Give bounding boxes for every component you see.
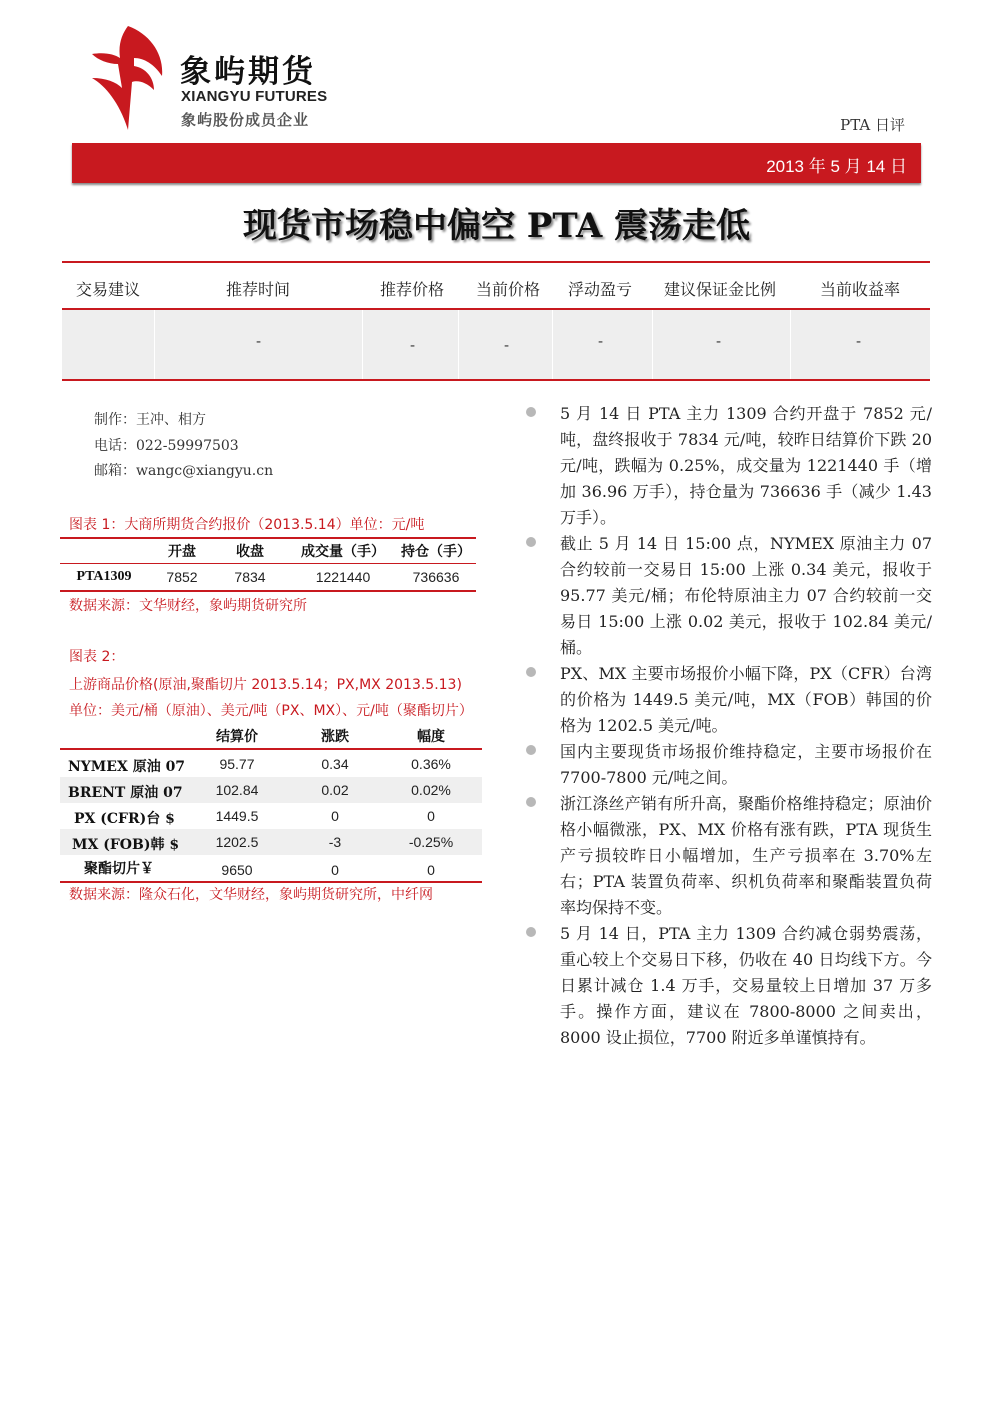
- table-cell: 7834: [234, 569, 266, 585]
- table-cell: -: [410, 336, 416, 354]
- header-cell: 交易建议: [76, 280, 141, 299]
- table-rule: [60, 881, 482, 883]
- table-cell: 0: [331, 862, 339, 878]
- page-title: 现货市场稳中偏空 PTA 震荡走低: [242, 206, 751, 246]
- table-cell: 102.84: [215, 782, 259, 798]
- bullet-text: 5 月 14 日 PTA 主力 1309 合约开盘于 7852 元/吨，盘终报收于 7834 元/吨，较昨日结算价下跌 20 元/吨，跌幅为 0.25%，成交量为 1221440 手（增加 36.96 万手），持仓量为 736636 手（减少 1.43 万手）。: [560, 404, 932, 527]
- table-cell: 0.02: [321, 782, 349, 798]
- table-row: [60, 829, 482, 855]
- bullet-text: 截止 5 月 14 日 15:00 点，NYMEX 原油主力 07 合约较前一交易日 15:00 上涨 0.34 美元，报收于 95.77 美元/桶；布伦特原油主力 07 合约较前一交易日 15:00 上涨 0.02 美元，报收于 102.84 美元/桶。: [560, 534, 932, 657]
- table2-caption-line2: 单位：美元/桶（原油）、美元/吨（PX、MX）、元/吨（聚酯切片）: [69, 703, 473, 719]
- report-type: PTA 日评: [840, 116, 905, 134]
- table-row: [60, 803, 482, 829]
- row-label: BRENT 原油 07: [68, 785, 183, 801]
- column-divider: [154, 310, 155, 379]
- table-cell: -: [856, 332, 862, 350]
- table-cell: -0.25%: [408, 834, 454, 850]
- table-rule: [60, 563, 476, 564]
- header-cell: 当前收益率: [820, 280, 901, 299]
- table-cell: 1449.5: [215, 808, 259, 824]
- header-cell: 浮动盈亏: [568, 280, 633, 299]
- header-cell: 幅度: [417, 729, 445, 745]
- table-cell: 9650: [221, 862, 253, 878]
- author-maker: 制作：王冲、相方: [94, 412, 206, 428]
- table-rule: [60, 748, 482, 750]
- row-label: PTA1309: [76, 569, 132, 584]
- table-cell: -: [598, 332, 604, 350]
- header-cell: 推荐时间: [226, 280, 291, 299]
- report-date: 2013 年 5 月 14 日: [766, 157, 907, 176]
- bullet-text: 5 月 14 日，PTA 主力 1309 合约减仓弱势震荡，重心较上个交易日下移，仍收在 40 日均线下方。今日累计减仓 1.4 万手，交易量较上日增加 37 万多手。操作方面，建议在 7800-8000 之间卖出，8000 设止损位，7700 附近多单谨慎持有。: [560, 924, 932, 1047]
- table2-caption-label: 图表 2：: [69, 649, 125, 665]
- table-cell: 0: [427, 808, 435, 824]
- table-row: [62, 310, 930, 379]
- table1-caption: 图表 1：大商所期货合约报价（2013.5.14）单位：元/吨: [69, 517, 425, 533]
- column-divider: [552, 310, 553, 379]
- table-rule: [62, 379, 930, 381]
- bullet-text: 国内主要现货市场报价维持稳定，主要市场报价在 7700-7800 元/吨之间。: [560, 742, 932, 787]
- column-divider: [652, 310, 653, 379]
- bullet-text: 浙江涤丝产销有所升高，聚酯价格维持稳定；原油价格小幅微涨，PX、MX 价格有涨有跌，PTA 现货生产亏损较昨日小幅增加，生产亏损率在 3.70%左右；PTA 装置负荷率、织机负荷率和聚酯装置负荷率均保持不变。: [560, 794, 932, 917]
- bullet-icon: [526, 797, 536, 807]
- author-email: 邮箱：wangc@xiangyu.cn: [94, 463, 274, 479]
- row-label: PX (CFR)台 $: [74, 811, 175, 827]
- company-logo-icon: [88, 24, 168, 132]
- table-cell: 0: [331, 808, 339, 824]
- row-label: 聚酯切片￥: [84, 861, 154, 877]
- header-cell: 建议保证金比例: [664, 280, 777, 299]
- column-divider: [362, 310, 363, 379]
- row-label: NYMEX 原油 07: [68, 759, 186, 775]
- header-cell: 当前价格: [476, 280, 541, 299]
- bullet-icon: [526, 537, 536, 547]
- table-cell: 1221440: [315, 569, 371, 585]
- table-cell: -: [504, 336, 510, 354]
- brand-subtitle: 象屿股份成员企业: [181, 111, 310, 129]
- bullet-icon: [526, 407, 536, 417]
- brand-name-en: XIANGYU FUTURES: [181, 88, 328, 105]
- header-cell: 开盘: [168, 544, 196, 560]
- bullet-icon: [526, 927, 536, 937]
- table-cell: -: [256, 332, 262, 350]
- header-cell: 持仓（手）: [401, 544, 471, 560]
- table2-caption-line1: 上游商品价格(原油,聚酯切片 2013.5.14；PX,MX 2013.5.13): [69, 677, 462, 693]
- bullet-text: PX、MX 主要市场报价小幅下降，PX（CFR）台湾的价格为 1449.5 美元/吨，MX（FOB）韩国的价格为 1202.5 美元/吨。: [560, 664, 932, 735]
- author-phone: 电话：022-59997503: [94, 438, 239, 454]
- table1-source: 数据来源：文华财经，象屿期货研究所: [69, 598, 307, 614]
- table-row: [60, 777, 482, 803]
- table-cell: 0: [427, 862, 435, 878]
- table-cell: 736636: [412, 569, 460, 585]
- table-row: [60, 751, 482, 777]
- table-cell: 1202.5: [215, 834, 259, 850]
- table-cell: 0.02%: [411, 782, 451, 798]
- bullet-icon: [526, 667, 536, 677]
- table-header-row: [62, 263, 930, 307]
- table2-source: 数据来源：隆众石化，文华财经，象屿期货研究所，中纤网: [69, 887, 433, 903]
- table-cell: 7852: [166, 569, 198, 585]
- table-cell: 0.36%: [411, 756, 451, 772]
- table-cell: 0.34: [321, 756, 349, 772]
- header-cell: 推荐价格: [380, 280, 445, 299]
- row-label: MX (FOB)韩 $: [72, 837, 180, 853]
- table-cell: -: [716, 332, 722, 350]
- column-divider: [458, 310, 459, 379]
- header-cell: 结算价: [216, 729, 258, 745]
- table-rule: [60, 537, 476, 539]
- column-divider: [790, 310, 791, 379]
- header-cell: 收盘: [236, 544, 264, 560]
- bullet-icon: [526, 745, 536, 755]
- date-bar: [72, 143, 921, 183]
- table-cell: -3: [328, 834, 342, 850]
- header-cell: 成交量（手）: [301, 544, 385, 560]
- header-cell: 涨跌: [321, 729, 349, 745]
- table-cell: 95.77: [219, 756, 255, 772]
- table-row: [60, 855, 482, 881]
- table-rule: [60, 590, 476, 592]
- brand-name-cn: 象屿期货: [180, 54, 316, 90]
